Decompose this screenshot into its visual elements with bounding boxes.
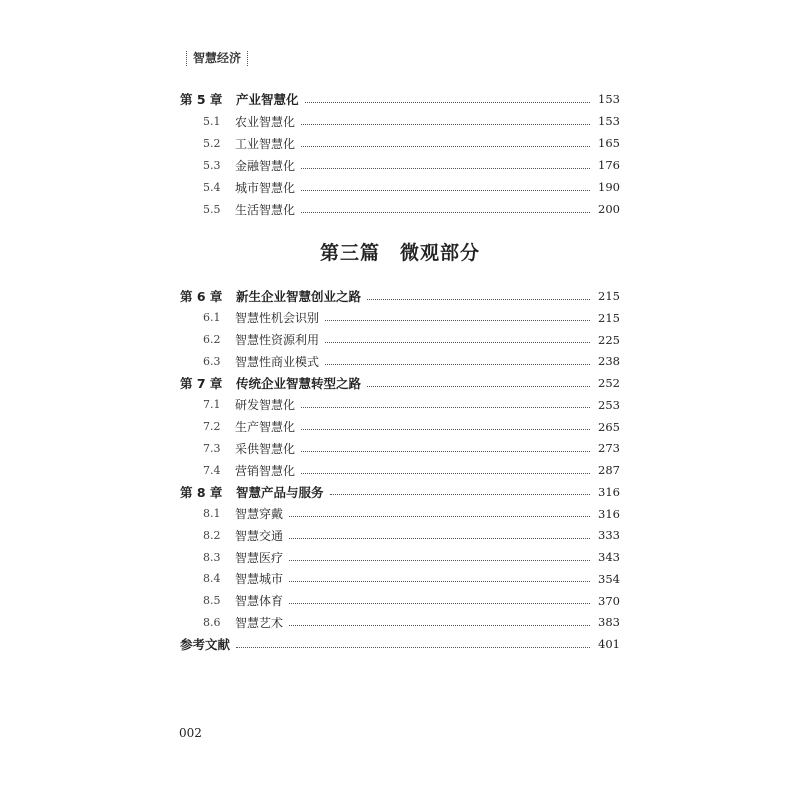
toc-page-number: 238 xyxy=(598,354,620,369)
toc-entry-number: 8.1 xyxy=(203,507,221,520)
toc-entry-title: 工业智慧化 xyxy=(235,136,296,151)
toc-entry-lead xyxy=(203,505,283,522)
toc-entry-lead xyxy=(203,418,295,435)
toc-section-entry xyxy=(0,308,800,328)
toc-entry-lead xyxy=(180,374,361,392)
toc-entry-title: 智慧医疗 xyxy=(235,550,284,565)
toc-entry-title: 智慧性机会识别 xyxy=(235,311,320,326)
toc-entry-lead xyxy=(180,483,324,501)
toc-entry-number: 7.3 xyxy=(203,441,221,455)
toc-leader-dots xyxy=(301,407,590,408)
toc-entry-title: 智慧艺术 xyxy=(235,615,284,630)
toc-page-number: 287 xyxy=(598,463,620,477)
toc-page-number: 401 xyxy=(598,637,620,651)
toc-entry-lead xyxy=(203,157,295,174)
toc-leader-dots xyxy=(330,494,590,495)
toc-section-entry xyxy=(0,569,800,589)
toc-leader-dots xyxy=(301,190,590,191)
toc-page-number: 153 xyxy=(598,92,620,106)
toc-page-number: 165 xyxy=(598,136,620,150)
toc-page-number: 265 xyxy=(598,419,620,434)
toc-leader-dots xyxy=(305,102,590,103)
toc-entry-lead xyxy=(203,549,283,566)
toc-entry-number: 第 5 章 xyxy=(180,92,223,107)
toc-section-entry xyxy=(0,438,800,458)
toc-entry-number: 第 6 章 xyxy=(180,289,223,304)
toc-page-number: 370 xyxy=(598,593,620,608)
toc-entry-title: 生产智慧化 xyxy=(235,420,296,434)
toc-entry-title: 采供智慧化 xyxy=(235,441,296,456)
toc-page-number: 252 xyxy=(598,376,620,390)
header-title: 智慧经济 xyxy=(193,51,242,65)
toc-page-number: 153 xyxy=(598,114,620,128)
toc-entry-title: 智慧体育 xyxy=(235,594,284,608)
toc-section-entry xyxy=(0,460,800,480)
toc-section-entry xyxy=(0,395,800,415)
toc-section-entry xyxy=(0,591,800,611)
toc-chapter-entry xyxy=(0,634,800,654)
toc-entry-number: 5.5 xyxy=(203,202,221,216)
toc-entry-number: 5.3 xyxy=(203,158,221,172)
toc-section-entry xyxy=(0,330,800,350)
toc-entry-number: 5.1 xyxy=(203,114,221,128)
toc-entry-lead xyxy=(203,113,295,130)
toc-entry-number: 第 7 章 xyxy=(180,376,223,391)
header-rule-left xyxy=(186,51,187,66)
toc-chapter-entry xyxy=(0,286,800,306)
toc-leader-dots xyxy=(301,429,590,430)
toc-leader-dots xyxy=(289,603,590,604)
toc-section-entry xyxy=(0,417,800,437)
toc-entry-title: 智慧城市 xyxy=(235,572,284,587)
toc-leader-dots xyxy=(301,212,590,213)
toc-page-number: 343 xyxy=(598,550,620,564)
toc-section-entry xyxy=(0,504,800,524)
toc-page-number: 316 xyxy=(598,506,620,521)
toc-entry-lead xyxy=(203,440,295,457)
toc-page-number: 215 xyxy=(598,310,620,325)
toc-leader-dots xyxy=(289,516,590,517)
toc-chapter-entry xyxy=(0,89,800,109)
toc-entry-title: 传统企业智慧转型之路 xyxy=(236,376,362,391)
toc-entry-lead xyxy=(203,462,295,479)
toc-chapter-entry xyxy=(0,482,800,502)
toc-page-number: 354 xyxy=(598,571,620,586)
toc-entry-number: 8.3 xyxy=(203,550,221,564)
toc-section-entry xyxy=(0,155,800,175)
toc-page-number: 316 xyxy=(598,484,620,499)
toc-entry-lead xyxy=(180,287,361,305)
header-rule-right xyxy=(247,51,248,66)
toc-entry-number: 5.4 xyxy=(203,180,221,194)
toc-page-number: 190 xyxy=(598,180,620,194)
toc-page-number: 273 xyxy=(598,441,620,456)
toc-entry-lead xyxy=(203,614,283,631)
part-title: 第三篇 微观部分 xyxy=(319,242,480,264)
toc-entry-title: 智慧性商业模式 xyxy=(235,354,320,369)
toc-entry-title: 新生企业智慧创业之路 xyxy=(236,289,362,304)
toc-page-number: 215 xyxy=(598,289,620,303)
toc-entry-lead xyxy=(203,570,283,587)
toc-section-entry xyxy=(0,612,800,632)
toc-entry-number: 6.1 xyxy=(203,311,221,325)
toc-chapter-entry xyxy=(0,373,800,393)
toc-entry-lead xyxy=(203,353,319,370)
toc-entry-number: 8.4 xyxy=(203,572,221,586)
toc-entry-title: 营销智慧化 xyxy=(235,463,296,478)
toc-leader-dots xyxy=(325,364,590,365)
toc-leader-dots xyxy=(301,451,590,452)
toc-entry-number: 7.1 xyxy=(203,398,221,412)
toc-entry-lead xyxy=(203,201,295,218)
toc-entry-number: 7.2 xyxy=(203,420,221,433)
toc-section-entry xyxy=(0,133,800,153)
toc-entry-title: 金融智慧化 xyxy=(235,158,296,173)
toc-section-entry xyxy=(0,525,800,545)
toc-entry-number: 8.2 xyxy=(203,528,221,542)
toc-leader-dots xyxy=(289,538,590,539)
toc-entry-title: 智慧穿戴 xyxy=(235,507,284,521)
toc-leader-dots xyxy=(325,320,590,321)
toc-section-entry xyxy=(0,547,800,567)
toc-leader-dots xyxy=(301,168,590,169)
toc-page-number: 253 xyxy=(598,397,620,412)
toc-entry-title: 智慧产品与服务 xyxy=(236,484,324,500)
toc-entry-number: 5.2 xyxy=(203,136,221,150)
running-header xyxy=(180,49,254,66)
toc-section-entry xyxy=(0,177,800,197)
toc-page-number: 333 xyxy=(598,528,620,543)
toc-entry-lead xyxy=(203,592,283,609)
toc-entry-lead xyxy=(203,135,295,152)
toc-entry-title: 智慧交通 xyxy=(235,528,284,543)
toc-entry-lead xyxy=(203,331,319,348)
toc-leader-dots xyxy=(367,299,590,300)
toc-entry-lead xyxy=(180,90,299,108)
page-number: 002 xyxy=(179,726,202,740)
toc-leader-dots xyxy=(325,342,590,343)
toc-leader-dots xyxy=(289,581,590,582)
toc-entry-lead xyxy=(203,309,319,326)
toc-entry-lead xyxy=(203,179,295,196)
toc-page-number: 176 xyxy=(598,158,620,172)
toc-entry-number: 7.4 xyxy=(203,463,221,477)
toc-entry-title: 智慧性资源利用 xyxy=(235,333,320,347)
toc-entry-lead xyxy=(203,527,283,544)
toc-entry-title: 参考文献 xyxy=(180,637,231,652)
toc-entry-number: 8.6 xyxy=(203,615,221,629)
toc-entry-number: 8.5 xyxy=(203,594,221,607)
toc-leader-dots xyxy=(289,560,590,561)
toc-leader-dots xyxy=(301,473,590,474)
toc-leader-dots xyxy=(289,625,590,626)
toc-entry-title: 城市智慧化 xyxy=(235,180,296,195)
toc-leader-dots xyxy=(301,124,590,125)
toc-page-number: 383 xyxy=(598,615,620,630)
toc-leader-dots xyxy=(236,647,590,648)
toc-page-number: 225 xyxy=(598,332,620,347)
toc-entry-title: 产业智慧化 xyxy=(236,92,299,107)
toc-section-entry xyxy=(0,199,800,219)
toc-entry-title: 研发智慧化 xyxy=(235,398,296,413)
toc-section-entry xyxy=(0,351,800,371)
toc-entry-title: 生活智慧化 xyxy=(235,202,296,217)
toc-entry-number: 第 8 章 xyxy=(180,484,223,500)
toc-leader-dots xyxy=(367,386,590,387)
toc-leader-dots xyxy=(301,146,590,147)
toc-entry-lead xyxy=(203,396,295,413)
toc-entry-number: 6.3 xyxy=(203,354,221,368)
toc-entry-lead xyxy=(180,635,230,653)
toc-entry-number: 6.2 xyxy=(203,333,221,346)
toc-section-entry xyxy=(0,111,800,131)
toc-entry-title: 农业智慧化 xyxy=(235,114,296,129)
toc-page-number: 200 xyxy=(598,202,620,216)
